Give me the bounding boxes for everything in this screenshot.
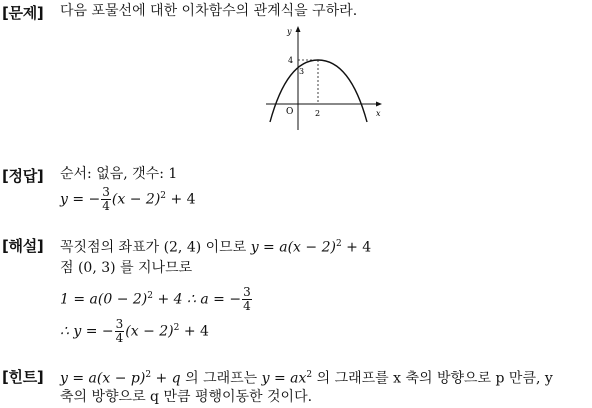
hint-l1-exp2: 2	[306, 370, 313, 380]
tick-label-y4: 4	[288, 56, 294, 65]
hint-l1-a: y = a(x − p)	[60, 370, 146, 387]
answer-eq-fraction	[101, 186, 111, 213]
problem-question: 다음 포물선에 대한 이차함수의 관계식을 구하라.	[60, 3, 358, 19]
explanation-l3-a: 1 = a(0 − 2)	[60, 291, 148, 308]
explanation-l3-frac-den: 4	[243, 299, 251, 314]
hint-l1-exp: 2	[145, 370, 152, 380]
problem-tag: [문제]	[2, 4, 44, 22]
answer-tag: [정답]	[2, 167, 44, 185]
explanation-line-3	[60, 285, 253, 313]
origin-label: O	[286, 107, 294, 117]
x-axis-label: x	[376, 109, 381, 118]
hint-l1-d: y = ax	[261, 370, 307, 387]
hint-line-2: 축의 방향으로 q 만큼 평행이동한 것이다.	[60, 389, 313, 405]
explanation-l3-exp: 2	[147, 291, 153, 301]
y-axis-arrow-icon	[296, 26, 301, 32]
answer-eq-frac-num: 3	[102, 185, 110, 200]
explanation-l3-frac-num: 3	[243, 285, 251, 300]
answer-line-1: 순서: 없음, 갯수: 1	[60, 166, 178, 182]
hint-l1-c: 의 그래프는	[180, 370, 262, 387]
explanation-l4-frac-num: 3	[115, 317, 124, 332]
tick-label-x2: 2	[315, 109, 321, 118]
explanation-l1-text: 꼭짓점의 좌표가 (2, 4) 이므로	[60, 239, 251, 256]
explanation-line-4	[60, 317, 209, 345]
explanation-l1-eq: y = a(x − 2)	[250, 239, 336, 256]
explanation-l3-b: + 4 ∴ a = −	[153, 291, 242, 308]
hint-l1-e: 의 그래프를 x 축의 방향으로 p 만큼, y	[312, 370, 553, 387]
answer-eq-exponent: 2	[160, 191, 167, 201]
explanation-l1-tail: + 4	[341, 239, 372, 256]
explanation-l4-frac-den: 4	[115, 331, 124, 346]
explanation-l1-exp: 2	[335, 239, 342, 249]
answer-eq-rhs: (x − 2)	[111, 191, 161, 208]
explanation-line-2: 점 (0, 3) 를 지나므로	[60, 260, 193, 276]
answer-eq-lhs: y = −	[60, 191, 101, 208]
answer-equation	[60, 185, 196, 213]
answer-eq-tail: + 4	[166, 191, 196, 208]
parabola-graph	[266, 26, 390, 134]
explanation-line-1	[60, 233, 371, 259]
hint-tag: [힌트]	[2, 368, 44, 386]
answer-eq-frac-den: 4	[102, 199, 110, 214]
explanation-l4-a: ∴ y = −	[60, 323, 114, 340]
explanation-l4-fraction	[115, 318, 125, 345]
y-axis-label: y	[287, 27, 292, 36]
tick-label-y3: 3	[299, 67, 305, 76]
explanation-l4-b: (x − 2)	[125, 323, 174, 340]
explanation-l3-fraction	[242, 286, 252, 313]
explanation-tag: [해설]	[2, 237, 44, 255]
explanation-l4-c: + 4	[179, 323, 209, 340]
explanation-l4-exp: 2	[173, 323, 180, 333]
hint-l1-b: + q	[151, 370, 181, 387]
x-axis-arrow-icon	[376, 102, 382, 107]
